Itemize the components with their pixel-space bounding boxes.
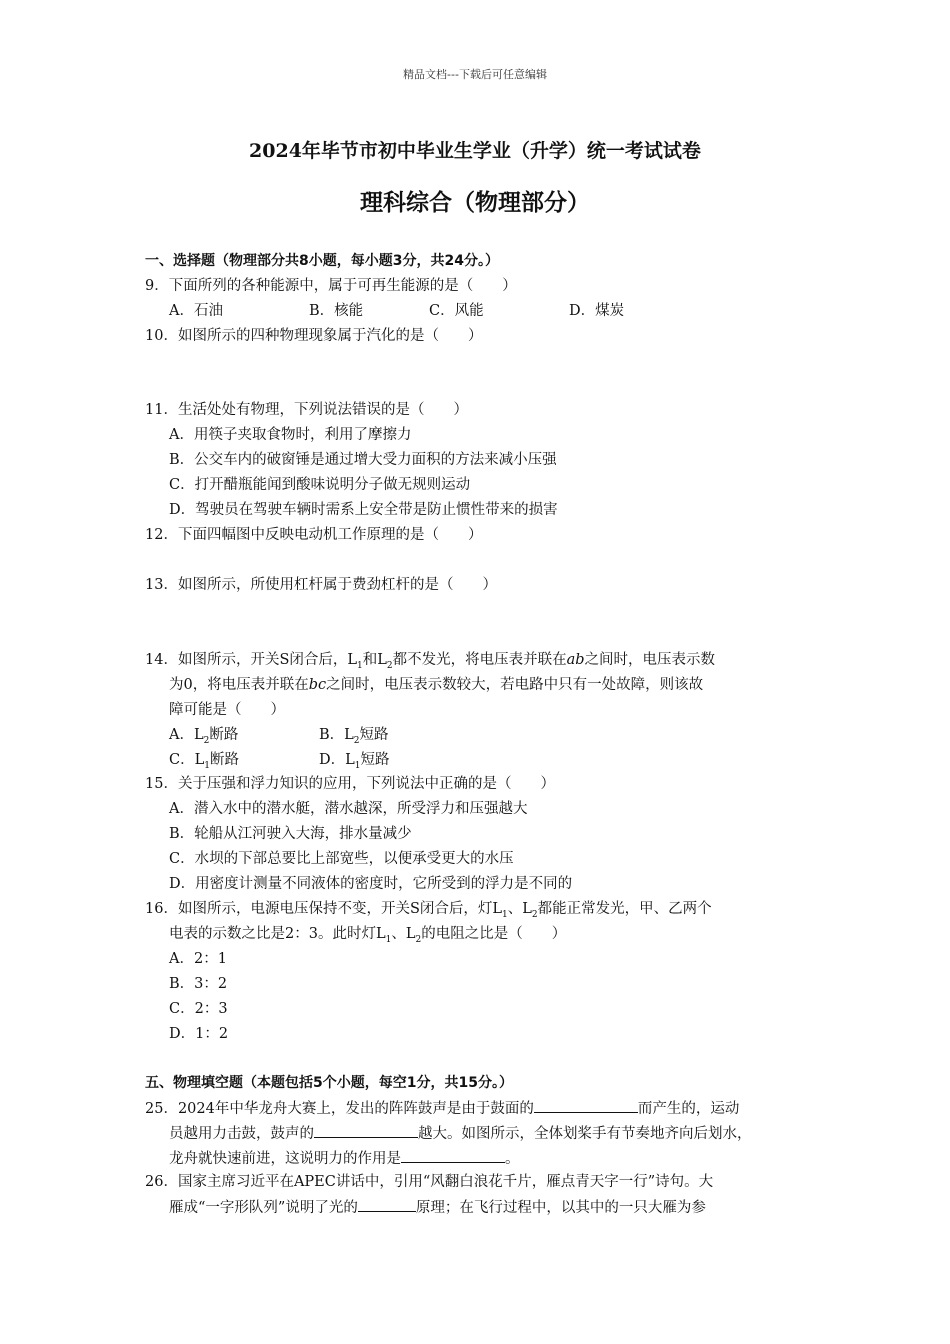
option-d: D．1：2 bbox=[169, 1026, 229, 1042]
option-a: A．石油 bbox=[169, 303, 223, 319]
option-d: D．煤炭 bbox=[569, 303, 625, 319]
option-c: C．风能 bbox=[429, 303, 484, 319]
exam-subtitle: 理科综合（物理部分） bbox=[360, 190, 590, 216]
question-12-stem: 12．下面四幅图中反映电动机工作原理的是（ ） bbox=[145, 527, 483, 543]
page-header: 精品文档---下载后可任意编辑 bbox=[403, 68, 547, 81]
question-14-options-ab bbox=[169, 725, 389, 751]
question-9-options bbox=[169, 301, 624, 321]
option-c: C．水坝的下部总要比上部宽些，以便承受更大的水压 bbox=[169, 851, 514, 867]
option-b: B．3：2 bbox=[169, 976, 228, 992]
answer-blank bbox=[534, 1098, 638, 1113]
question-13-stem: 13．如图所示，所使用杠杆属于费劲杠杆的是（ ） bbox=[145, 577, 497, 593]
answer-blank bbox=[314, 1123, 418, 1138]
question-14-line-2: 为0，将电压表并联在bc之间时，电压表示数较大，若电路中只有一处故障，则该故 bbox=[169, 677, 704, 693]
option-a: A．潜入水中的潜水艇，潜水越深，所受浮力和压强越大 bbox=[169, 801, 528, 817]
question-10-stem: 10．如图所示的四种物理现象属于汽化的是（ ） bbox=[145, 328, 483, 344]
option-c: C．2：3 bbox=[169, 1001, 228, 1017]
option-a: A．$L_2$断路 bbox=[169, 727, 239, 746]
question-16-line-1: 16．如图所示，电源电压保持不变，开关S闭合后，灯$L_1$、$L_2$都能正常发光，甲、乙两个 bbox=[145, 901, 712, 920]
option-b: B．轮船从江河驶入大海，排水量减少 bbox=[169, 826, 412, 842]
answer-blank bbox=[358, 1197, 416, 1212]
question-25-line-1: 25．2024年中华龙舟大赛上，发出的阵阵鼓声是由于鼓面的 而产生的，运动 bbox=[145, 1098, 739, 1119]
section-heading-choice: 一、选择题（物理部分共8小题，每小题3分，共24分。） bbox=[145, 253, 499, 269]
option-a: A．2：1 bbox=[169, 951, 227, 967]
answer-blank bbox=[401, 1148, 505, 1163]
option-c: C．打开醋瓶能闻到酸味说明分子做无规则运动 bbox=[169, 477, 471, 493]
question-25-line-3: 龙舟就快速前进，这说明力的作用是 。 bbox=[169, 1148, 520, 1169]
question-26-line-2: 雁成“一字形队列”说明了光的 原理；在飞行过程中，以其中的一只大雁为参 bbox=[169, 1197, 706, 1218]
question-14-line-1: 14．如图所示，开关S闭合后，$L_1$和$L_2$都不发光，将电压表并联在ab之间时，电压表示数 bbox=[145, 652, 716, 671]
question-15-stem: 15．关于压强和浮力知识的应用，下列说法中正确的是（ ） bbox=[145, 776, 555, 792]
option-d: D．用密度计测量不同液体的密度时，它所受到的浮力是不同的 bbox=[169, 876, 573, 892]
question-11-stem: 11．生活处处有物理，下列说法错误的是（ ） bbox=[145, 402, 468, 418]
option-b: B．$L_2$短路 bbox=[319, 727, 389, 746]
question-26-line-1: 26．国家主席习近平在APEC讲话中，引用“风翻白浪花千片，雁点青天字一行”诗句。大 bbox=[145, 1174, 714, 1190]
option-c: C．$L_1$断路 bbox=[169, 752, 239, 771]
question-14-options-cd bbox=[169, 750, 390, 776]
option-d: D．$L_1$短路 bbox=[319, 752, 390, 771]
option-d: D．驾驶员在驾驶车辆时需系上安全带是防止惯性带来的损害 bbox=[169, 502, 558, 518]
question-25-line-2: 员越用力击鼓，鼓声的 越大。如图所示，全体划桨手有节奏地齐向后划水， bbox=[169, 1123, 752, 1144]
question-14-line-3: 障可能是（ ） bbox=[169, 702, 285, 718]
option-b: B．核能 bbox=[309, 303, 364, 319]
question-9-stem: 9．下面所列的各种能源中，属于可再生能源的是（ ） bbox=[145, 278, 517, 294]
option-a: A．用筷子夹取食物时，利用了摩擦力 bbox=[169, 427, 412, 443]
question-16-line-2: 电表的示数之比是2：3。此时灯$L_1$、$L_2$的电阻之比是（ ） bbox=[169, 926, 567, 945]
section-heading-fill: 五、物理填空题（本题包括5个小题，每空1分，共15分。） bbox=[145, 1075, 513, 1091]
exam-title: 2024年毕节市初中毕业生学业（升学）统一考试试卷 bbox=[249, 140, 701, 162]
option-b: B．公交车内的破窗锤是通过增大受力面积的方法来减小压强 bbox=[169, 452, 557, 468]
